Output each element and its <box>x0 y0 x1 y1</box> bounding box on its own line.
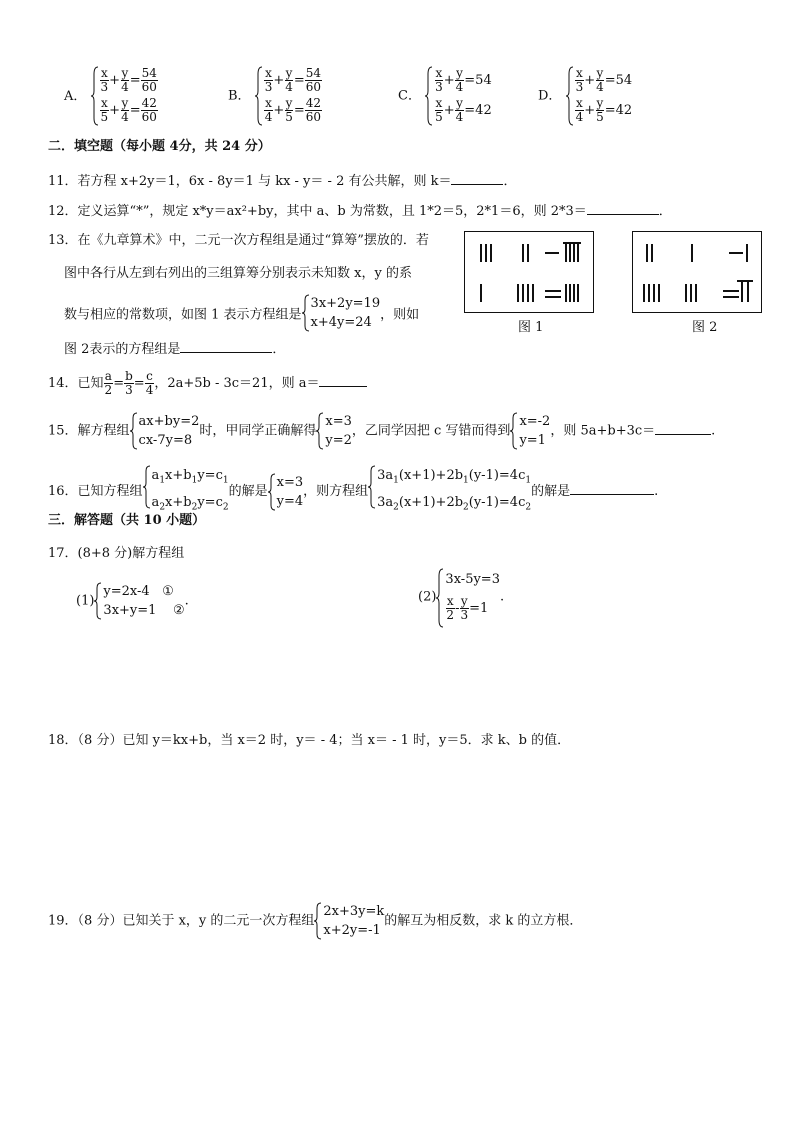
rod <box>527 244 529 262</box>
rod <box>577 284 579 302</box>
q12-answer-blank[interactable] <box>587 200 659 215</box>
rod <box>485 244 487 262</box>
brace-icon <box>94 582 102 620</box>
q17-system-1: y=2x-4 ① 3x+y=1 ② <box>94 582 184 620</box>
rod <box>643 284 645 302</box>
q17-title: 17．(8+8 分)解方程组 <box>48 546 185 561</box>
brace-icon <box>566 66 574 126</box>
q17-part-2: (2) 3x-5y=3 $\frac{x}{2}$ - $\frac{y}{3}$ =1 . <box>418 568 504 626</box>
question-11: 11．若方程 x+2y＝1，6x - 8y＝1 与 kx - y＝ - 2 有公共解，则 k＝ ． <box>48 170 517 191</box>
rod <box>480 244 482 262</box>
q10-system-c: $\frac{x}{3}$ + $\frac{y}{4}$ =54 $\frac{x}{5}$ + $\frac{y}{4}$ =42 <box>425 66 492 126</box>
question-12: 12．定义运算“*”，规定 x*y＝ax²+by，其中 a、b 为常数，且 1*2＝5，2*1＝6，则 2*3＝ ． <box>48 200 672 221</box>
q16-system-1: $a_1x+b_1y=c_1$ $a_2x+b_2y=c_2$ <box>143 465 229 518</box>
rod <box>577 244 579 262</box>
rod <box>522 284 524 302</box>
rod <box>658 284 660 302</box>
rod <box>569 284 571 302</box>
q11-answer-blank[interactable] <box>451 170 503 185</box>
rod <box>527 284 529 302</box>
rod <box>490 244 492 262</box>
rod <box>653 284 655 302</box>
q15-system-1: ax+by=2 cx-7y=8 <box>130 412 200 450</box>
brace-icon <box>302 294 310 332</box>
q10-option-a[interactable]: A． $\frac{x}{3}$ + $\frac{y}{4}$ = $\frac{54}{60}$ $\frac{x}{5}$ + $\frac{y}{4}$ = $\frac{42}{60}$ <box>64 66 157 124</box>
q14-answer-blank[interactable] <box>319 372 367 387</box>
q10-system-d: $\frac{x}{3}$ + $\frac{y}{4}$ =54 $\frac{x}{4}$ + $\frac{y}{5}$ =42 <box>566 66 633 126</box>
rod <box>565 244 567 262</box>
rod <box>522 244 524 262</box>
q15-system-2: x=3 y=2 <box>316 412 352 450</box>
q15-answer-blank[interactable] <box>655 420 711 435</box>
rod <box>545 296 561 298</box>
brace-icon <box>425 66 433 126</box>
q13-line-2: 图中各行从左到右列出的三组算筹分别表示未知数 x，y 的系 <box>64 266 412 281</box>
rod <box>646 244 648 262</box>
figure-2-caption: 图 2 <box>692 320 718 335</box>
rod <box>573 244 575 262</box>
rod <box>517 284 519 302</box>
q15-system-3: x=-2 y=1 <box>510 412 550 450</box>
q13-line-4: 图 2表示的方程组是 ． <box>64 338 285 359</box>
q19-system: 2x+3y=k x+2y=-1 <box>314 902 384 940</box>
brace-icon <box>130 412 138 450</box>
rod <box>565 284 567 302</box>
rod <box>741 282 743 302</box>
circled-two-icon: ② <box>172 603 185 618</box>
brace-icon <box>436 568 444 628</box>
q10-system-a: $\frac{x}{3}$ + $\frac{y}{4}$ = $\frac{54}{60}$ $\frac{x}{5}$ + $\frac{y}{4}$ = $\frac{42}{60}$ <box>91 66 158 126</box>
q16-system-2: $3a_1(x+1)+2b_1(y-1)=4c_1$ $3a_2(x+1)+2b_2(y-1)=4c_2$ <box>368 465 531 518</box>
rod <box>737 280 753 282</box>
q10-option-d[interactable]: D． $\frac{x}{3}$ + $\frac{y}{4}$ =54 $\frac{x}{4}$ + $\frac{y}{5}$ =42 <box>538 66 633 124</box>
q10-system-b: $\frac{x}{3}$ + $\frac{y}{4}$ = $\frac{54}{60}$ $\frac{x}{4}$ + $\frac{y}{5}$ = $\frac{42}{60}$ <box>255 66 322 126</box>
rod <box>480 284 482 302</box>
question-19: 19．（8 分）已知关于 x，y 的二元一次方程组 2x+3y=k x+2y=-1 的解互为相反数，求 k 的立方根． <box>48 904 583 938</box>
rod <box>729 252 743 254</box>
rod <box>685 284 687 302</box>
brace-icon <box>268 473 276 511</box>
figure-2-counting-rods <box>632 231 762 313</box>
question-14: 14．已知 $\frac{a}{2}$ = $\frac{b}{3}$ = $\frac{c}{4}$ ，2a+5b - 3c＝21，则 a＝ <box>48 370 367 397</box>
rod <box>545 290 561 292</box>
rod <box>648 284 650 302</box>
rod <box>690 284 692 302</box>
rod <box>691 244 693 262</box>
q16-solution: x=3 y=4 <box>268 473 304 511</box>
rod <box>723 290 739 292</box>
rod <box>747 282 749 302</box>
question-16: 16．已知方程组 $a_1x+b_1y=c_1$ $a_2x+b_2y=c_2$ 的解是 x=3 y=4 ，则方程组 $3a_1(x+1)+2b_1(y-1)=4c_1$ $3a_2(x+1)+2b_2(y-1)=4c_2$ 的解是 . <box>48 465 658 518</box>
q17-part-1: (1) y=2x-4 ① 3x+y=1 ② . <box>76 584 189 618</box>
section-2-title: 二．填空题（每小题 4分，共 24 分） <box>48 139 271 154</box>
figure-1-counting-rods <box>464 231 594 313</box>
brace-icon <box>91 66 99 126</box>
rod <box>651 244 653 262</box>
q16-answer-blank[interactable] <box>570 480 654 495</box>
question-15: 15．解方程组 ax+by=2 cx-7y=8 时，甲同学正确解得 x=3 y=2 ，乙同学因把 c 写错而得到 x=-2 y=1 ，则 5a+b+3c＝ . <box>48 414 716 448</box>
brace-icon <box>510 412 518 450</box>
rod <box>569 244 571 262</box>
q10-option-b[interactable]: B． $\frac{x}{3}$ + $\frac{y}{4}$ = $\frac{54}{60}$ $\frac{x}{4}$ + $\frac{y}{5}$ = $\frac{42}{60}$ <box>228 66 322 124</box>
q13-system: 3x+2y=19 x+4y=24 <box>302 294 381 332</box>
rod <box>695 284 697 302</box>
q13-answer-blank[interactable] <box>180 338 272 353</box>
rod <box>723 296 739 298</box>
section-3-title: 三．解答题（共 10 小题） <box>48 513 206 528</box>
q13-line-1: 13．在《九章算术》中，二元一次方程组是通过“算筹”摆放的．若 <box>48 233 429 248</box>
brace-icon <box>314 902 322 940</box>
brace-icon <box>255 66 263 126</box>
rod <box>746 244 748 262</box>
rod <box>532 284 534 302</box>
brace-icon <box>143 465 151 509</box>
q13-line-3: 数与相应的常数项，如图 1 表示方程组是 3x+2y=19 x+4y=24 ，则如 <box>64 296 420 330</box>
q17-system-2: 3x-5y=3 $\frac{x}{2}$ - $\frac{y}{3}$ =1 <box>436 568 500 626</box>
rod <box>573 284 575 302</box>
rod <box>545 252 559 254</box>
q10-options <box>64 66 158 126</box>
question-18: 18．（8 分）已知 y＝kx+b，当 x＝2 时，y＝ - 4；当 x＝ - 1 时，y＝5．求 k、b 的值． <box>48 733 571 748</box>
q10-option-c[interactable]: C． $\frac{x}{3}$ + $\frac{y}{4}$ =54 $\frac{x}{5}$ + $\frac{y}{4}$ =42 <box>398 66 492 124</box>
circled-one-icon: ① <box>162 584 174 599</box>
brace-icon <box>368 465 376 509</box>
figure-1-caption: 图 1 <box>518 320 544 335</box>
brace-icon <box>316 412 324 450</box>
